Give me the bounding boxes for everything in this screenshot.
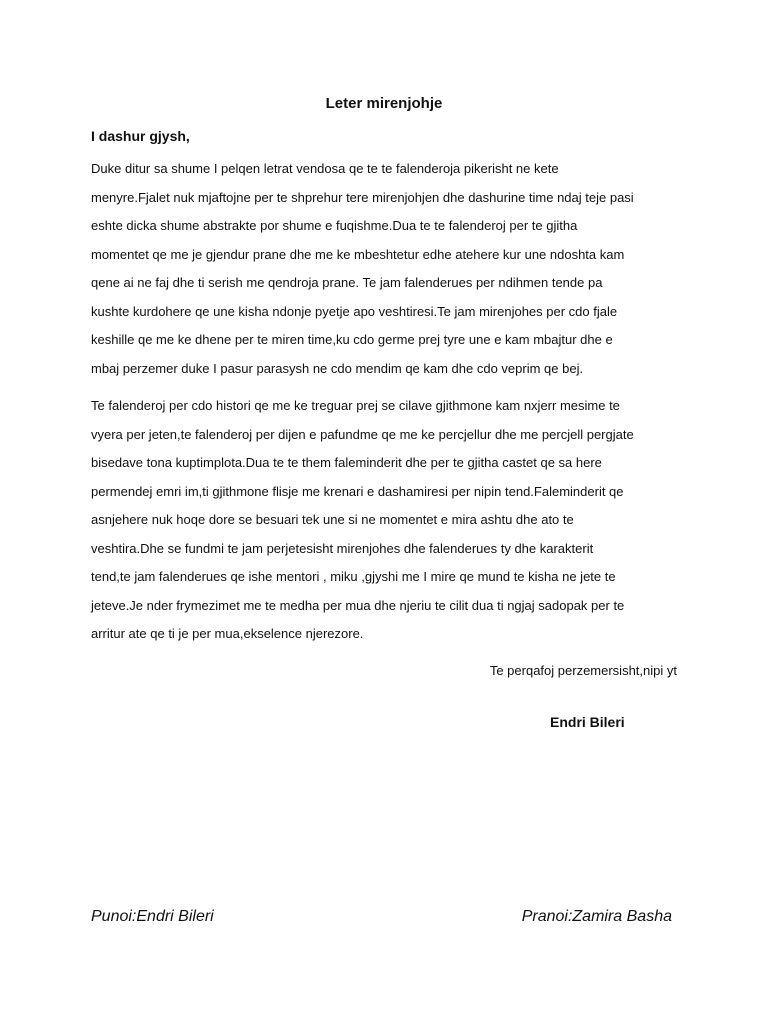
letter-greeting: I dashur gjysh, (91, 128, 190, 144)
paragraph-2-line: permendej emri im,ti gjithmone flisje me krenari e dashamiresi per nipin tend.Faleminderit qe (91, 483, 624, 499)
paragraph-2-line: tend,te jam falenderues qe ishe mentori , miku ,gjyshi me I mire qe mund te kisha ne jete te (91, 569, 616, 584)
letter-closing: Te perqafoj perzemersisht,nipi yt (489, 663, 677, 678)
letter-title: Leter mirenjohje (325, 95, 443, 112)
paragraph-1-line: kushte kurdohere qe une kisha ndonje pyetje apo veshtiresi.Te jam mirenjohes per cdo fjale (91, 303, 618, 319)
paragraph-1-line: keshille qe me ke dhene per te miren time,ku cdo germe prej tyre une e kam mbajtur dhe e (91, 332, 613, 347)
paragraph-1-line: mbaj perzemer duke I pasur parasysh ne cdo mendim qe kam dhe cdo veprim qe bej. (91, 360, 584, 376)
paragraph-1-line: menyre.Fjalet nuk mjaftojne per te shprehur tere mirenjohjen dhe dashurine time ndaj teje pasi (91, 189, 634, 205)
paragraph-2-line: bisedave tona kuptimplota.Dua te te them faleminderit dhe per te gjitha castet qe sa here (91, 455, 602, 470)
paragraph-2-line: vyera per jeten,te falenderoj per dijen e pafundme qe me ke percjellur dhe me percjell pergjate (91, 426, 634, 442)
paragraph-1-line: Duke ditur sa shume I pelqen letrat vendosa qe te te falenderoja pikerisht ne kete (91, 161, 559, 176)
paragraph-1-line: eshte dicka shume abstrakte por shume e fuqishme.Dua te te falenderoj per te gjitha (91, 218, 578, 233)
paragraph-2-line: Te falenderoj per cdo histori qe me ke treguar prej se cilave gjithmone kam nxjerr mesime te (91, 398, 620, 413)
paragraph-2-line: asnjehere nuk hoqe dore se besuari tek une si ne momentet e mira ashtu dhe ato te (91, 512, 574, 527)
paragraph-2-line: arritur ate qe ti je per mua,ekselence njerezore. (91, 626, 364, 641)
paragraph-1 (91, 155, 681, 383)
paragraph-2 (91, 392, 681, 649)
footer-author: Punoi:Endri Bileri (91, 908, 214, 925)
paragraph-1-line: momentet qe me je gjendur prane dhe me ke mbeshtetur edhe atehere kur une ndoshta kam (91, 246, 625, 262)
paragraph-1-line: qene ai ne faj dhe ti serish me qendroja prane. Te jam falenderues per ndihmen tende pa (91, 275, 603, 290)
letter-signature: Endri Bileri (550, 714, 625, 730)
paragraph-2-line: jeteve.Je nder frymezimet me te medha per mua dhe njeriu te cilit dua ti ngjaj sadopak per te (91, 597, 625, 613)
paragraph-2-line: veshtira.Dhe se fundmi te jam perjetesisht mirenjohes dhe falenderues ty dhe karakterit (91, 540, 594, 556)
footer-recipient: Pranoi:Zamira Basha (521, 908, 672, 925)
